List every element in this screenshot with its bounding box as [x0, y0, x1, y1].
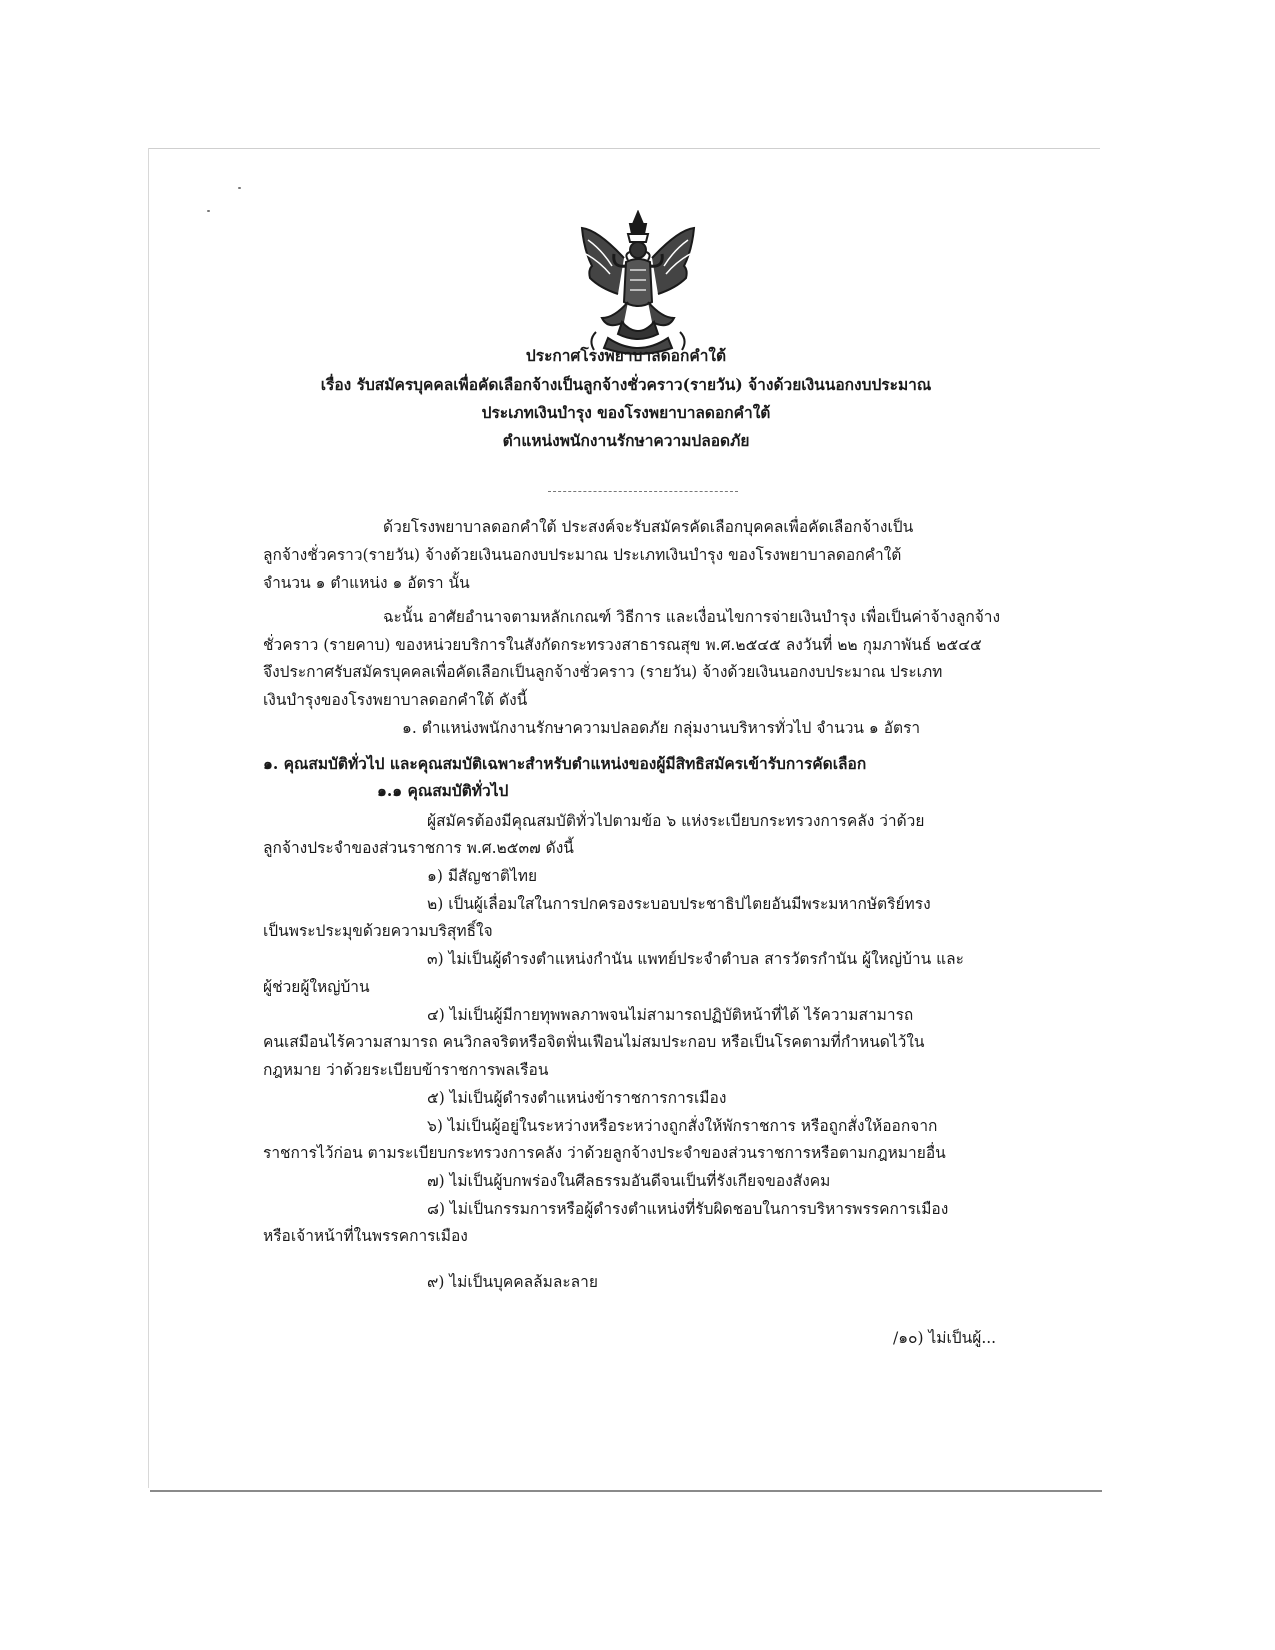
- continuation-marker: /๑๐) ไม่เป็นผู้...: [893, 1329, 997, 1347]
- paragraph-2-line-1: ฉะนั้น อาศัยอำนาจตามหลักเกณฑ์ วิธีการ และเงื่อนไขการจ่ายเงินบำรุง เพื่อเป็นค่าจ้างลูกจ้าง: [383, 608, 1001, 626]
- scan-speck: [207, 210, 210, 212]
- paragraph-2-line-3: จึงประกาศรับสมัครบุคคลเพื่อคัดเลือกเป็นลูกจ้างชั่วคราว (รายวัน) จ้างด้วยเงินนอกงบประมาณ ประเภท: [263, 663, 943, 681]
- scan-border-bottom: [150, 1490, 1102, 1492]
- announcement-subject-line-1: เรื่อง รับสมัครบุคคลเพื่อคัดเลือกจ้างเป็นลูกจ้างชั่วคราว(รายวัน) จ้างด้วยเงินนอกงบประมาณ: [320, 375, 932, 394]
- qualification-6-line-2: ราชการไว้ก่อน ตามระเบียบกระทรวงการคลัง ว่าด้วยลูกจ้างประจำของส่วนราชการหรือตามกฎหมายอื่น: [263, 1144, 946, 1162]
- qualification-7: ๗) ไม่เป็นผู้บกพร่องในศีลธรรมอันดีจนเป็นที่รังเกียจของสังคม: [427, 1172, 831, 1190]
- paragraph-2-line-2: ชั่วคราว (รายคาบ) ของหน่วยบริการในสังกัดกระทรวงสาธารณสุข พ.ศ.๒๕๔๕ ลงวันที่ ๒๒ กุมภาพันธ์ ๒๕๔๕: [263, 636, 982, 654]
- qualification-8-line-1: ๘) ไม่เป็นกรรมการหรือผู้ดำรงตำแหน่งที่รับผิดชอบในการบริหารพรรคการเมือง: [427, 1200, 949, 1218]
- qualification-4-line-1: ๔) ไม่เป็นผู้มีกายทุพพลภาพจนไม่สามารถปฏิบัติหน้าที่ได้ ไร้ความสามารถ: [427, 1006, 914, 1024]
- paragraph-1-line-3: จำนวน ๑ ตำแหน่ง ๑ อัตรา นั้น: [263, 574, 470, 592]
- qualification-4-line-2: คนเสมือนไร้ความสามารถ คนวิกลจริตหรือจิตฟั่นเฟือนไม่สมประกอบ หรือเป็นโรคตามที่กำหนดไว้ใน: [263, 1033, 925, 1051]
- announcement-subject-line-2: ประเภทเงินบำรุง ของโรงพยาบาลดอกคำใต้: [481, 403, 771, 422]
- qualification-1: ๑) มีสัญชาติไทย: [427, 867, 538, 885]
- header-divider: [548, 491, 738, 492]
- qualification-6-line-1: ๖) ไม่เป็นผู้อยู่ในระหว่างหรือระหว่างถูกสั่งให้พักราชการ หรือถูกสั่งให้ออกจาก: [427, 1117, 938, 1135]
- section-1-1-heading: ๑.๑ คุณสมบัติทั่วไป: [377, 781, 509, 800]
- position-line: ๑. ตำแหน่งพนักงานรักษาความปลอดภัย กลุ่มงานบริหารทั่วไป จำนวน ๑ อัตรา: [402, 719, 921, 737]
- scan-border-left: [148, 148, 149, 1488]
- scan-speck: [238, 187, 241, 189]
- announcement-title: ประกาศโรงพยาบาลดอกคำใต้: [525, 346, 727, 365]
- intro-line-1: ผู้สมัครต้องมีคุณสมบัติทั่วไปตามข้อ ๖ แห่งระเบียบกระทรวงการคลัง ว่าด้วย: [427, 812, 925, 830]
- scan-border-top: [148, 148, 1100, 149]
- qualification-3-line-1: ๓) ไม่เป็นผู้ดำรงตำแหน่งกำนัน แพทย์ประจำตำบล สารวัตรกำนัน ผู้ใหญ่บ้าน และ: [427, 950, 964, 968]
- qualification-8-line-2: หรือเจ้าหน้าที่ในพรรคการเมือง: [263, 1227, 468, 1245]
- qualification-5: ๕) ไม่เป็นผู้ดำรงตำแหน่งข้าราชการการเมือง: [427, 1089, 727, 1107]
- paragraph-2-line-4: เงินบำรุงของโรงพยาบาลดอกคำใต้ ดังนี้: [263, 691, 528, 709]
- qualification-4-line-3: กฎหมาย ว่าด้วยระเบียบข้าราชการพลเรือน: [263, 1061, 549, 1079]
- qualification-9: ๙) ไม่เป็นบุคคลล้มละลาย: [427, 1273, 598, 1291]
- garuda-emblem-icon: [578, 210, 698, 358]
- section-1-heading: ๑. คุณสมบัติทั่วไป และคุณสมบัติเฉพาะสำหรับตำแหน่งของผู้มีสิทธิสมัครเข้ารับการคัดเลือก: [263, 754, 867, 773]
- qualification-2-line-2: เป็นพระประมุขด้วยความบริสุทธิ์ใจ: [263, 922, 493, 940]
- intro-line-2: ลูกจ้างประจำของส่วนราชการ พ.ศ.๒๕๓๗ ดังนี้: [263, 839, 574, 857]
- qualification-2-line-1: ๒) เป็นผู้เลื่อมใสในการปกครองระบอบประชาธิปไตยอันมีพระมหากษัตริย์ทรง: [427, 895, 931, 913]
- paragraph-1-line-2: ลูกจ้างชั่วคราว(รายวัน) จ้างด้วยเงินนอกงบประมาณ ประเภทเงินบำรุง ของโรงพยาบาลดอกคำใต้: [263, 546, 902, 564]
- announcement-subject-line-3: ตำแหน่งพนักงานรักษาความปลอดภัย: [502, 431, 750, 450]
- paragraph-1-line-1: ด้วยโรงพยาบาลดอกคำใต้ ประสงค์จะรับสมัครคัดเลือกบุคคลเพื่อคัดเลือกจ้างเป็น: [383, 518, 914, 536]
- qualification-3-line-2: ผู้ช่วยผู้ใหญ่บ้าน: [263, 978, 370, 996]
